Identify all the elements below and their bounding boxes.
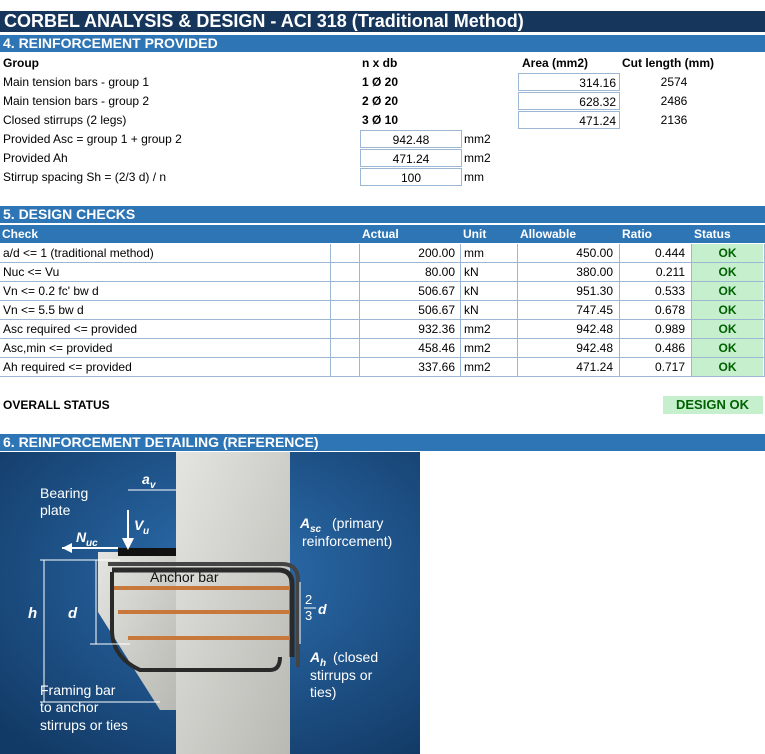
framing-bar-label-2: to anchor — [40, 699, 99, 715]
overall-status-label: OVERALL STATUS — [3, 398, 110, 412]
ah-text-3: ties) — [310, 684, 337, 700]
section-4-heading: 4. REINFORCEMENT PROVIDED — [0, 35, 765, 52]
check-cell: Asc required <= provided — [3, 322, 138, 336]
status-badge: OK — [692, 339, 763, 357]
row-label: Closed stirrups (2 legs) — [3, 113, 127, 127]
app-title: CORBEL ANALYSIS & DESIGN - ACI 318 (Traditional Method) — [0, 11, 765, 32]
bearing-plate-label-2: plate — [40, 502, 71, 518]
section-6-heading: 6. REINFORCEMENT DETAILING (REFERENCE) — [0, 434, 765, 451]
area-cell[interactable]: 628.32 — [518, 92, 620, 110]
actual-cell: 506.67 — [418, 303, 455, 317]
col-unit-header: Unit — [463, 227, 487, 241]
fraction-denominator: 3 — [305, 608, 313, 623]
framing-bar-label: Framing bar — [40, 682, 116, 698]
row-label: Main tension bars - group 1 — [3, 75, 150, 89]
nuc-label: N — [76, 529, 87, 545]
ah-text-2: stirrups or — [310, 667, 373, 683]
actual-cell: 80.00 — [424, 265, 455, 279]
allowable-cell: 942.48 — [576, 322, 613, 336]
row-divider — [0, 376, 764, 377]
asc-text-2: reinforcement) — [302, 533, 393, 549]
check-cell: Asc,min <= provided — [3, 341, 113, 355]
unit-label: mm — [464, 170, 484, 184]
ratio-cell: 0.678 — [654, 303, 685, 317]
vu-subscript: u — [143, 526, 150, 537]
asc-text: (primary — [332, 515, 384, 531]
cut-length-cell: 2486 — [660, 94, 688, 108]
actual-cell: 200.00 — [418, 246, 455, 260]
check-cell: Vn <= 5.5 bw d — [3, 303, 84, 317]
nuc-subscript: uc — [86, 538, 98, 549]
check-cell: Nuc <= Vu — [3, 265, 60, 279]
actual-cell: 337.66 — [418, 360, 455, 374]
provided-ah-value[interactable]: 471.24 — [360, 149, 462, 167]
unit-cell: kN — [464, 303, 479, 317]
area-cell[interactable]: 471.24 — [518, 111, 620, 129]
provided-asc-label: Provided Asc = group 1 + group 2 — [3, 132, 182, 146]
unit-cell: mm2 — [464, 322, 491, 336]
unit-cell: mm — [464, 246, 484, 260]
ratio-cell: 0.717 — [654, 360, 685, 374]
status-badge: OK — [692, 263, 763, 281]
provided-asc-value[interactable]: 942.48 — [360, 130, 462, 148]
area-cell[interactable]: 314.16 — [518, 73, 620, 91]
fraction-d: d — [318, 601, 327, 617]
ah-subscript: h — [320, 658, 327, 669]
ratio-cell: 0.486 — [654, 341, 685, 355]
allowable-cell: 747.45 — [576, 303, 613, 317]
row-nxdb: 3 Ø 10 — [362, 113, 399, 127]
col-cut-header: Cut length (mm) — [622, 56, 714, 70]
actual-cell: 458.46 — [418, 341, 455, 355]
check-cell: a/d <= 1 (traditional method) — [3, 246, 154, 260]
col-status-header: Status — [694, 227, 731, 241]
stirrup-spacing-label: Stirrup spacing Sh = (2/3 d) / n — [3, 170, 167, 184]
unit-label: mm2 — [464, 151, 491, 165]
unit-label: mm2 — [464, 132, 491, 146]
row-label: Main tension bars - group 2 — [3, 94, 150, 108]
row-nxdb: 1 Ø 20 — [362, 75, 399, 89]
allowable-cell: 471.24 — [576, 360, 613, 374]
av-subscript: v — [150, 480, 156, 491]
provided-ah-label: Provided Ah — [3, 151, 68, 165]
h-label: h — [28, 605, 38, 622]
col-group-header: Group — [3, 56, 39, 70]
unit-cell: mm2 — [464, 341, 491, 355]
col-area-header: Area (mm2) — [522, 56, 589, 70]
ah-label: A — [310, 649, 321, 665]
column-divider — [619, 244, 620, 377]
col-check-header: Check — [2, 227, 39, 241]
asc-label: A — [300, 515, 311, 531]
status-badge: OK — [692, 244, 763, 262]
vu-label: V — [134, 517, 144, 533]
unit-cell: kN — [464, 265, 479, 279]
ratio-cell: 0.533 — [654, 284, 685, 298]
status-badge: OK — [692, 282, 763, 300]
row-nxdb: 2 Ø 20 — [362, 94, 399, 108]
section-5-heading: 5. DESIGN CHECKS — [0, 206, 765, 223]
av-label: a — [142, 471, 150, 487]
column-divider — [517, 244, 518, 377]
column-divider — [691, 244, 692, 377]
fraction-numerator: 2 — [305, 592, 313, 607]
column-divider — [330, 244, 331, 377]
corbel-detailing-figure — [0, 452, 420, 754]
col-ratio-header: Ratio — [622, 227, 652, 241]
col-actual-header: Actual — [362, 227, 399, 241]
overall-status-badge: DESIGN OK — [663, 396, 763, 414]
framing-bar-label-3: stirrups or ties — [40, 717, 128, 733]
ratio-cell: 0.211 — [655, 265, 685, 279]
anchor-bar-label: Anchor bar — [150, 569, 219, 585]
cut-length-cell: 2136 — [660, 113, 688, 127]
check-cell: Ah required <= provided — [3, 360, 132, 374]
allowable-cell: 450.00 — [576, 246, 613, 260]
bearing-plate-label: Bearing — [40, 485, 89, 501]
column-divider — [460, 244, 461, 377]
allowable-cell: 942.48 — [576, 341, 613, 355]
stirrup-spacing-value[interactable]: 100 — [360, 168, 462, 186]
unit-cell: mm2 — [464, 360, 491, 374]
unit-cell: kN — [464, 284, 479, 298]
check-cell: Vn <= 0.2 fc' bw d — [3, 284, 99, 298]
actual-cell: 932.36 — [418, 322, 455, 336]
column-shape — [176, 452, 290, 754]
status-badge: OK — [692, 301, 763, 319]
cut-length-cell: 2574 — [660, 75, 688, 89]
asc-subscript: sc — [310, 524, 322, 535]
actual-cell: 506.67 — [418, 284, 455, 298]
ratio-cell: 0.989 — [654, 322, 685, 336]
status-badge: OK — [692, 320, 763, 338]
bearing-plate-shape — [118, 548, 176, 556]
column-divider — [359, 244, 360, 377]
col-allowable-header: Allowable — [520, 227, 577, 241]
ah-text: (closed — [333, 649, 379, 665]
allowable-cell: 951.30 — [576, 284, 613, 298]
col-nxdb-header: n x db — [362, 56, 398, 70]
allowable-cell: 380.00 — [576, 265, 613, 279]
d-label: d — [68, 605, 78, 622]
ratio-cell: 0.444 — [654, 246, 685, 260]
status-badge: OK — [692, 358, 763, 376]
